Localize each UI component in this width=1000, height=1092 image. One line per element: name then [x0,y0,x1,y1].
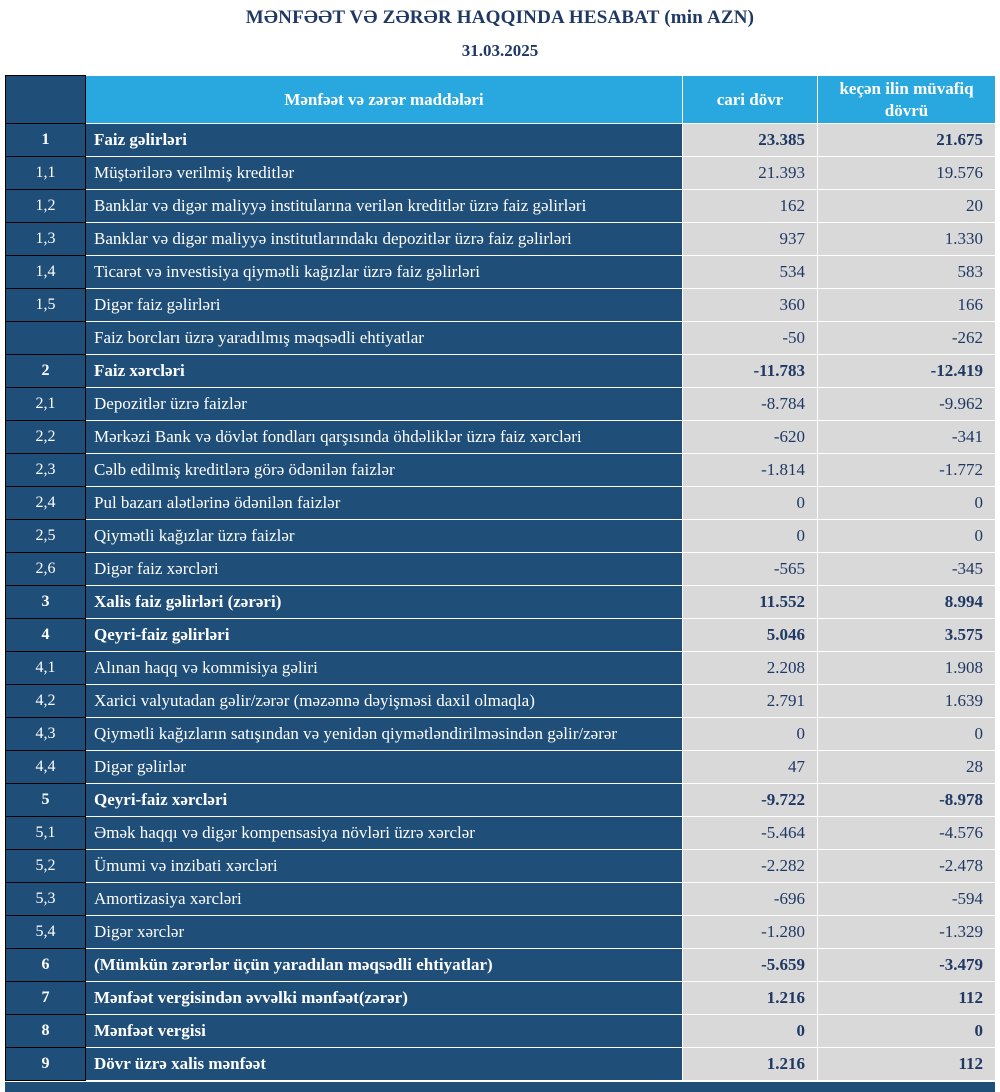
row-current-value: -11.783 [683,355,818,388]
table-row [6,685,996,718]
row-label: Xalis faiz gəlirləri (zərəri) [86,586,683,619]
row-current-value: -5.659 [683,949,818,982]
row-number: 4,3 [6,718,86,751]
row-current-value: 2.791 [683,685,818,718]
row-current-value: 23.385 [683,124,818,157]
row-number: 5,2 [6,850,86,883]
row-label: Ümumi və inzibati xərcləri [86,850,683,883]
table-row [6,850,996,883]
row-number: 2,5 [6,520,86,553]
row-previous-value: -2.478 [818,850,996,883]
table-row [6,982,996,1015]
row-current-value: -565 [683,553,818,586]
row-number: 2,6 [6,553,86,586]
row-previous-value: 112 [818,982,996,1015]
row-number: 1,4 [6,256,86,289]
row-previous-value: -262 [818,322,996,355]
row-label: Dövr üzrə xalis mənfəət [86,1048,683,1081]
row-label: Qiymətli kağızların satışından və yenidən qiymətləndirilməsindən gəlir/zərər [86,718,683,751]
row-current-value: 0 [683,487,818,520]
row-number: 1,5 [6,289,86,322]
row-label: Cəlb edilmiş kreditlərə görə ödənilən faizlər [86,454,683,487]
table-row [6,652,996,685]
row-current-value: -696 [683,883,818,916]
row-label: Depozitlər üzrə faizlər [86,388,683,421]
row-label: Digər xərclər [86,916,683,949]
profit-loss-table [5,75,996,1081]
row-previous-value: 8.994 [818,586,996,619]
table-row [6,520,996,553]
row-number: 1,3 [6,223,86,256]
row-current-value: -5.464 [683,817,818,850]
row-number: 2 [6,355,86,388]
row-number: 2,1 [6,388,86,421]
row-current-value: 534 [683,256,818,289]
table-row [6,949,996,982]
row-number: 1 [6,124,86,157]
table-header [6,76,996,124]
row-current-value: -620 [683,421,818,454]
row-label: Digər faiz gəlirləri [86,289,683,322]
row-previous-value: -8.978 [818,784,996,817]
row-current-value: 162 [683,190,818,223]
row-label: Digər gəlirlər [86,751,683,784]
row-label: Faiz gəlirləri [86,124,683,157]
row-label: Ticarət və investisiya qiymətli kağızlar üzrə faiz gəlirləri [86,256,683,289]
row-number: 3 [6,586,86,619]
row-current-value: 1.216 [683,982,818,1015]
row-number: 5 [6,784,86,817]
table-row [6,553,996,586]
row-previous-value: 166 [818,289,996,322]
row-current-value: 47 [683,751,818,784]
table-row [6,817,996,850]
row-label: Xarici valyutadan gəlir/zərər (məzənnə dəyişməsi daxil olmaqla) [86,685,683,718]
row-label: Faiz borcları üzrə yaradılmış məqsədli ehtiyatlar [86,322,683,355]
corner-cell [6,76,86,124]
row-label: Alınan haqq və kommisiya gəliri [86,652,683,685]
row-previous-value: 21.675 [818,124,996,157]
row-current-value: 1.216 [683,1048,818,1081]
table-row [6,289,996,322]
row-number: 1,1 [6,157,86,190]
row-number: 4 [6,619,86,652]
page-title: MƏNFƏƏT VƏ ZƏRƏR HAQQINDA HESABAT (min AZN) [245,7,755,28]
table-row [6,718,996,751]
row-number: 4,4 [6,751,86,784]
row-number: 9 [6,1048,86,1081]
row-current-value: 2.208 [683,652,818,685]
row-current-value: -2.282 [683,850,818,883]
row-current-value: 5.046 [683,619,818,652]
table-row [6,883,996,916]
row-current-value: 21.393 [683,157,818,190]
table-row [6,751,996,784]
row-previous-value: 3.575 [818,619,996,652]
row-previous-value: 112 [818,1048,996,1081]
row-previous-value: 28 [818,751,996,784]
table-row [6,586,996,619]
row-number: 2,4 [6,487,86,520]
table-row [6,916,996,949]
row-number: 5,3 [6,883,86,916]
row-label: Əmək haqqı və digər kompensasiya növləri üzrə xərclər [86,817,683,850]
row-label: Qeyri-faiz gəlirləri [86,619,683,652]
row-current-value: 0 [683,718,818,751]
table-row [6,388,996,421]
row-previous-value: 0 [818,520,996,553]
row-number: 2,3 [6,454,86,487]
row-label: Banklar və digər maliyyə institularına verilən kreditlər üzrə faiz gəlirləri [86,190,683,223]
row-label: Digər faiz xərcləri [86,553,683,586]
table-row [6,487,996,520]
row-previous-value: -1.772 [818,454,996,487]
row-previous-value: -12.419 [818,355,996,388]
row-label: Qiymətli kağızlar üzrə faizlər [86,520,683,553]
row-previous-value: 1.908 [818,652,996,685]
row-previous-value: 0 [818,718,996,751]
row-previous-value: 1.639 [818,685,996,718]
row-previous-value: 0 [818,487,996,520]
row-number [6,322,86,355]
row-previous-value: 1.330 [818,223,996,256]
row-previous-value: 0 [818,1015,996,1048]
row-current-value: -1.814 [683,454,818,487]
row-number: 1,2 [6,190,86,223]
row-label: (Mümkün zərərlər üçün yaradılan məqsədli ehtiyatlar) [86,949,683,982]
bottom-border-strip [5,1082,995,1092]
column-header-previous: keçən ilin müvafiq dövrü [818,76,996,124]
row-number: 5,1 [6,817,86,850]
table-row [6,322,996,355]
row-label: Faiz xərcləri [86,355,683,388]
row-current-value: 937 [683,223,818,256]
table-row [6,784,996,817]
row-label: Mənfəət vergisi [86,1015,683,1048]
row-previous-value: 19.576 [818,157,996,190]
row-current-value: 0 [683,1015,818,1048]
row-number: 8 [6,1015,86,1048]
row-label: Amortizasiya xərcləri [86,883,683,916]
row-label: Mənfəət vergisindən əvvəlki mənfəət(zərər) [86,982,683,1015]
row-previous-value: -4.576 [818,817,996,850]
row-number: 4,1 [6,652,86,685]
row-number: 5,4 [6,916,86,949]
row-label: Pul bazarı alətlərinə ödənilən faizlər [86,487,683,520]
row-label: Banklar və digər maliyyə institutlarındakı depozitlər üzrə faiz gəlirləri [86,223,683,256]
report-date: 31.03.2025 [461,41,539,60]
row-current-value: -1.280 [683,916,818,949]
row-previous-value: -1.329 [818,916,996,949]
row-current-value: 11.552 [683,586,818,619]
table-row [6,1015,996,1048]
table-row [6,256,996,289]
table-body [6,124,996,1081]
row-previous-value: -341 [818,421,996,454]
row-current-value: -8.784 [683,388,818,421]
row-number: 6 [6,949,86,982]
row-previous-value: -3.479 [818,949,996,982]
table-row [6,124,996,157]
table-row [6,1048,996,1081]
header-row [6,76,996,124]
row-previous-value: 20 [818,190,996,223]
row-current-value: -50 [683,322,818,355]
row-number: 7 [6,982,86,1015]
column-header-items: Mənfəət və zərər maddələri [86,76,683,124]
row-current-value: 360 [683,289,818,322]
row-label: Mərkəzi Bank və dövlət fondları qarşısında öhdəliklər üzrə faiz xərcləri [86,421,683,454]
row-label: Qeyri-faiz xərcləri [86,784,683,817]
table-row [6,190,996,223]
row-previous-value: 583 [818,256,996,289]
row-previous-value: -345 [818,553,996,586]
row-current-value: 0 [683,520,818,553]
table-row [6,223,996,256]
column-header-current: cari dövr [683,76,818,124]
table-row [6,421,996,454]
table-row [6,355,996,388]
row-previous-value: -594 [818,883,996,916]
row-number: 4,2 [6,685,86,718]
row-current-value: -9.722 [683,784,818,817]
table-row [6,157,996,190]
row-label: Müştərilərə verilmiş kreditlər [86,157,683,190]
table-row [6,619,996,652]
row-previous-value: -9.962 [818,388,996,421]
row-number: 2,2 [6,421,86,454]
table-row [6,454,996,487]
